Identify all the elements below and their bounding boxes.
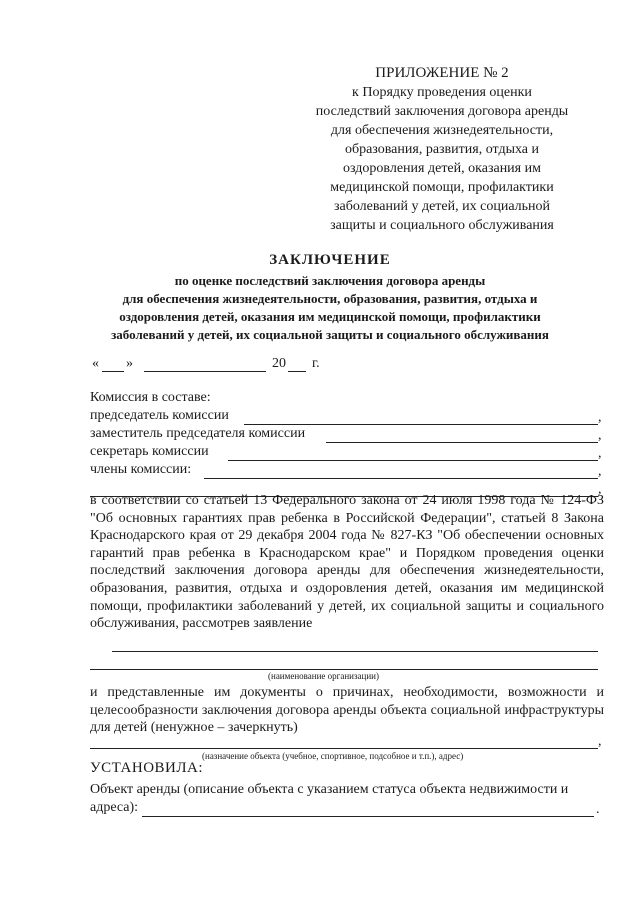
- date-close-quote: »: [126, 356, 133, 371]
- organization-field[interactable]: [90, 669, 598, 670]
- appendix-line: последствий заключения договора аренды: [315, 104, 569, 119]
- object-caption: (назначение объекта (учебное, спортивное, подсобное и т.п.), адрес): [202, 751, 464, 761]
- document-title: ЗАКЛЮЧЕНИЕ: [269, 252, 391, 268]
- subtitle-line: для обеспечения жизнедеятельности, образования, развития, отдыха и: [122, 291, 538, 306]
- year-suffix: г.: [312, 356, 320, 371]
- appendix-title: ПРИЛОЖЕНИЕ № 2: [375, 65, 509, 81]
- appendix-line: образования, развития, отдыха и: [344, 142, 540, 157]
- organization-caption: (наименование организации): [268, 671, 379, 681]
- object-comma: ,: [598, 734, 602, 749]
- documents-paragraph: и представленные им документы о причинах, необходимости, возможности и целесообразности заключения договора аренды объекта социальной инфраструктуры для детей (ненужное – зачеркнуть): [90, 685, 604, 736]
- object-description: Объект аренды (описание объекта с указанием статуса объекта недвижимости и: [90, 782, 569, 797]
- month-blank[interactable]: [144, 371, 266, 372]
- secretary-label: секретарь комиссии: [90, 444, 209, 459]
- chairman-field[interactable]: [244, 424, 598, 425]
- subtitle-line: по оценке последствий заключения договора аренды: [174, 273, 486, 288]
- appendix-line: заболеваний у детей, их социальной: [333, 199, 551, 214]
- year-prefix: 20: [272, 356, 286, 371]
- appendix-line: к Порядку проведения оценки: [352, 85, 532, 100]
- appendix-line: медицинской помощи, профилактики: [330, 180, 554, 195]
- object-purpose-field[interactable]: [90, 748, 598, 749]
- chairman-label: председатель комиссии: [90, 408, 229, 423]
- appendix-line: защиты и социального обслуживания: [330, 218, 554, 233]
- application-field[interactable]: [112, 651, 598, 652]
- commission-intro: Комиссия в составе:: [90, 390, 211, 405]
- deputy-comma: ,: [598, 428, 602, 443]
- appendix-line: для обеспечения жизнедеятельности,: [330, 123, 554, 138]
- deputy-label: заместитель председателя комиссии: [90, 426, 306, 441]
- members-comma: ,: [598, 464, 602, 479]
- legal-basis-paragraph: в соответствии со статьей 13 Федерального закона от 24 июля 1998 года № 124-ФЗ "Об основных гарантиях прав ребенка в Российской Федерации", статьей 8 Закона Краснодарского края от 29 декабря 2004 года № 827-КЗ "Об обеспечении основных гарантий прав ребенка в Краснодарском крае" и Порядком проведения оценки последствий заключения договора аренды для обеспечения жизнедеятельности, образования, развития, отдыха и оздоровления детей, оказания им медицинской помощи, профилактики заболеваний у детей, их социальной защиты и социального обслуживания, рассмотрев заявление: [90, 493, 604, 632]
- members-label: члены комиссии:: [90, 462, 192, 477]
- deputy-field[interactable]: [326, 442, 598, 443]
- subtitle-line: оздоровления детей, оказания им медицинской помощи, профилактики: [119, 309, 541, 324]
- appendix-line: оздоровления детей, оказания им: [343, 161, 541, 176]
- date-open-quote: «: [92, 356, 99, 371]
- appendix-block: [292, 64, 592, 235]
- members-extra-comma: ,: [598, 482, 602, 497]
- object-address-field[interactable]: [142, 816, 594, 817]
- object-end-period: .: [596, 802, 600, 817]
- object-address-label: адреса):: [90, 800, 139, 815]
- subtitle-line: заболеваний у детей, их социальной защиты и социального обслуживания: [111, 327, 549, 342]
- secretary-field[interactable]: [228, 460, 598, 461]
- established-heading: УСТАНОВИЛА:: [90, 760, 204, 776]
- chairman-comma: ,: [598, 410, 602, 425]
- year-blank[interactable]: [288, 371, 306, 372]
- day-blank[interactable]: [102, 371, 124, 372]
- members-field[interactable]: [204, 478, 598, 479]
- document-subtitle: [60, 272, 600, 344]
- secretary-comma: ,: [598, 446, 602, 461]
